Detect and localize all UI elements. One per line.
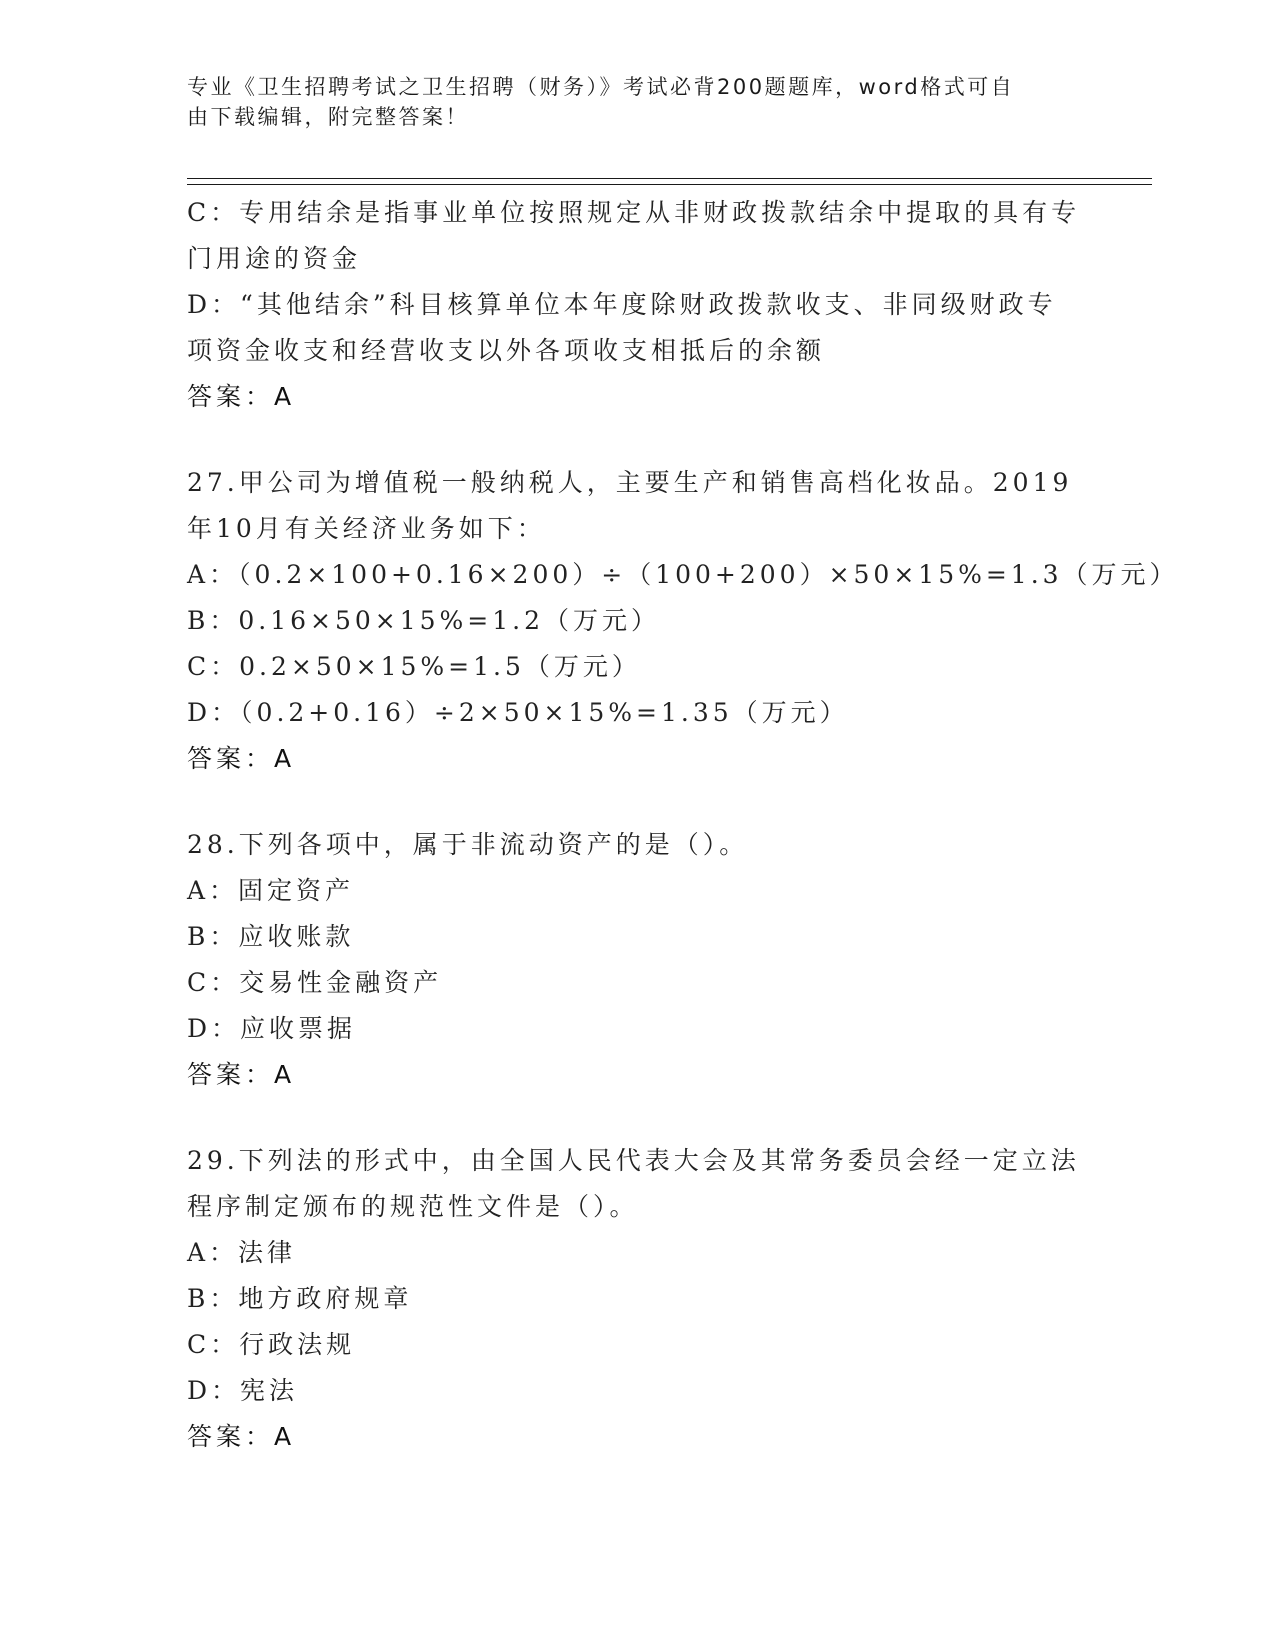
answer-line: 答案：A <box>187 1422 296 1451</box>
option-c-line2: 门用途的资金 <box>187 244 362 273</box>
question-stem-line2: 程序制定颁布的规范性文件是（）。 <box>187 1192 639 1221</box>
question-28 <box>187 822 1087 1098</box>
option-d: D：（0.2+0.16）÷2×50×15%=1.35（万元） <box>187 698 849 727</box>
question-stem-line2: 年10月有关经济业务如下： <box>187 514 546 543</box>
option-a: A：法律 <box>187 1238 297 1267</box>
spacer <box>187 782 1087 822</box>
header-divider-bottom <box>187 184 1152 185</box>
document-header <box>187 72 1077 132</box>
option-b: B：0.16×50×15%=1.2（万元） <box>187 606 661 635</box>
option-b: B：应收账款 <box>187 922 355 951</box>
option-a: A：（0.2×100+0.16×200）÷（100+200）×50×15%=1.3（万元） <box>187 560 1179 589</box>
question-26-continuation <box>187 190 1087 420</box>
option-b: B：地方政府规章 <box>187 1284 413 1313</box>
question-stem: 28.下列各项中，属于非流动资产的是（）。 <box>187 830 749 859</box>
question-stem-line1: 27.甲公司为增值税一般纳税人，主要生产和销售高档化妆品。2019 <box>187 468 1073 497</box>
question-stem-line1: 29.下列法的形式中，由全国人民代表大会及其常务委员会经一定立法 <box>187 1146 1080 1175</box>
header-title-line2: 由下载编辑，附完整答案！ <box>187 105 469 129</box>
spacer <box>187 420 1087 460</box>
option-c-line1: C：专用结余是指事业单位按照规定从非财政拨款结余中提取的具有专 <box>187 198 1081 227</box>
option-d: D：应收票据 <box>187 1014 357 1043</box>
question-29 <box>187 1138 1087 1460</box>
document-body <box>187 190 1179 1460</box>
option-c: C：0.2×50×15%=1.5（万元） <box>187 652 641 681</box>
header-divider-top <box>187 178 1152 179</box>
answer-line: 答案：A <box>187 744 296 773</box>
option-c: C：行政法规 <box>187 1330 356 1359</box>
option-d-line2: 项资金收支和经营收支以外各项收支相抵后的余额 <box>187 336 826 365</box>
option-c: C：交易性金融资产 <box>187 968 443 997</box>
spacer <box>187 1098 1087 1138</box>
option-d: D：宪法 <box>187 1376 299 1405</box>
answer-line: 答案：A <box>187 1060 296 1089</box>
answer-line: 答案：A <box>187 382 296 411</box>
option-d-line1: D：“其他结余”科目核算单位本年度除财政拨款收支、非同级财政专 <box>187 290 1057 319</box>
header-title-line1: 专业《卫生招聘考试之卫生招聘（财务）》考试必背200题题库，word格式可自 <box>187 75 1015 99</box>
option-a: A：固定资产 <box>187 876 355 905</box>
question-27 <box>187 460 1179 782</box>
